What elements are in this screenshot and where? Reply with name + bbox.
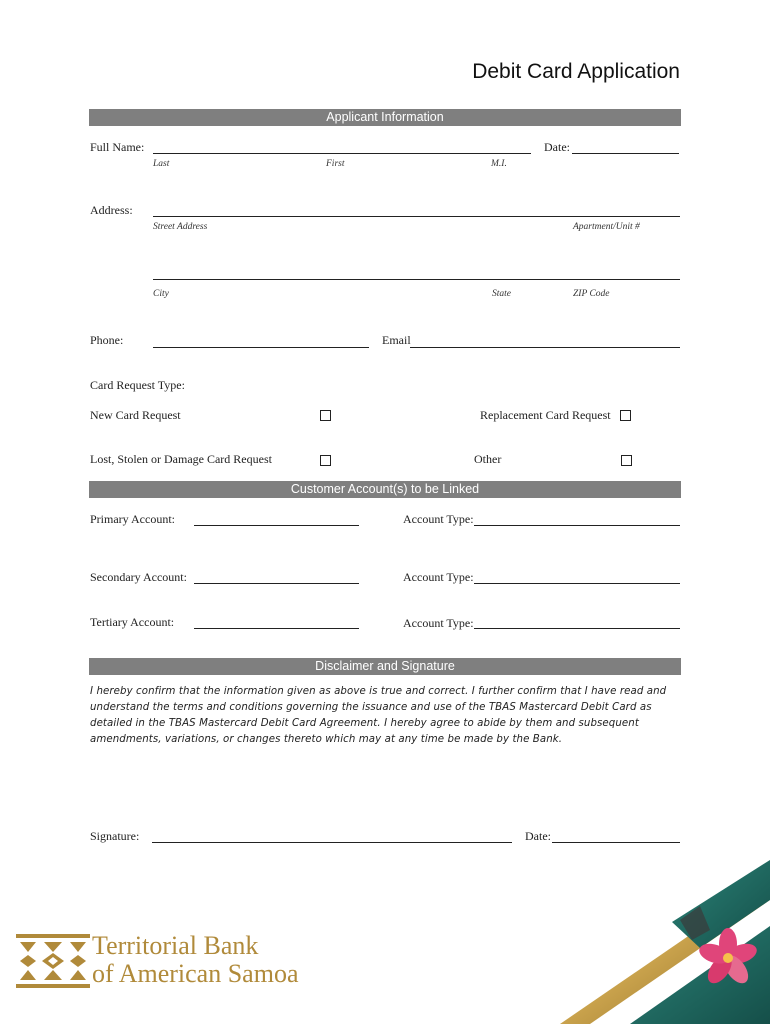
city-state-zip-field[interactable] <box>153 279 680 280</box>
secondary-account-label: Secondary Account: <box>90 570 187 584</box>
email-field[interactable] <box>410 347 680 348</box>
primary-account-label: Primary Account: <box>90 512 175 526</box>
city-caption: City <box>153 289 169 299</box>
replacement-card-checkbox[interactable] <box>620 410 631 421</box>
street-address-caption: Street Address <box>153 222 208 232</box>
phone-label: Phone: <box>90 333 124 347</box>
last-name-caption: Last <box>153 159 170 169</box>
full-name-field[interactable] <box>153 153 531 154</box>
section-applicant-header: Applicant Information <box>89 109 681 126</box>
tertiary-account-label: Tertiary Account: <box>90 615 175 629</box>
zip-caption: ZIP Code <box>573 289 610 299</box>
secondary-account-type-field[interactable] <box>474 583 680 584</box>
signature-label: Signature: <box>90 829 140 843</box>
signature-date-label: Date: <box>525 829 551 843</box>
other-label: Other <box>474 452 502 466</box>
bank-logo-emblem <box>16 934 90 988</box>
new-card-label: New Card Request <box>90 408 181 422</box>
tertiary-account-field[interactable] <box>194 628 359 629</box>
middle-initial-caption: M.I. <box>491 159 507 169</box>
decorative-corner-graphic <box>560 860 770 1024</box>
email-label: Email <box>382 333 411 347</box>
other-checkbox[interactable] <box>621 455 632 466</box>
replacement-card-label: Replacement Card Request <box>480 408 611 422</box>
secondary-account-field[interactable] <box>194 583 359 584</box>
section-accounts-header: Customer Account(s) to be Linked <box>89 481 681 498</box>
primary-account-field[interactable] <box>194 525 359 526</box>
primary-account-type-label: Account Type: <box>403 512 474 526</box>
signature-date-field[interactable] <box>552 842 680 843</box>
full-name-label: Full Name: <box>90 140 145 154</box>
form-title: Debit Card Application <box>472 60 680 83</box>
first-name-caption: First <box>326 159 345 169</box>
signature-field[interactable] <box>152 842 512 843</box>
tertiary-account-type-field[interactable] <box>474 628 680 629</box>
section-disclaimer-header: Disclaimer and Signature <box>89 658 681 675</box>
bank-name-line1: Territorial Bank <box>92 931 259 960</box>
card-request-type-label: Card Request Type: <box>90 378 185 392</box>
address-label: Address: <box>90 203 133 217</box>
apartment-caption: Apartment/Unit # <box>573 222 640 232</box>
new-card-checkbox[interactable] <box>320 410 331 421</box>
disclaimer-text: I hereby confirm that the information given as above is true and correct. I further confirm that I have read and understand the terms and conditions governing the issuance and use of the TBAS Mastercard Debit Card as detailed in the TBAS Mastercard Debit Card Agreement. I hereby agree to abide by them and subsequent amendments, variations, or changes thereto which may at any time be made by the Bank. <box>90 686 667 745</box>
date-label: Date: <box>544 140 570 154</box>
primary-account-type-field[interactable] <box>474 525 680 526</box>
tertiary-account-type-label: Account Type: <box>403 616 474 630</box>
lost-stolen-label: Lost, Stolen or Damage Card Request <box>90 452 272 466</box>
phone-field[interactable] <box>153 347 369 348</box>
secondary-account-type-label: Account Type: <box>403 570 474 584</box>
state-caption: State <box>492 289 511 299</box>
lost-stolen-checkbox[interactable] <box>320 455 331 466</box>
bank-name-line2: of American Samoa <box>92 959 299 988</box>
street-address-field[interactable] <box>153 216 680 217</box>
date-field[interactable] <box>572 153 679 154</box>
